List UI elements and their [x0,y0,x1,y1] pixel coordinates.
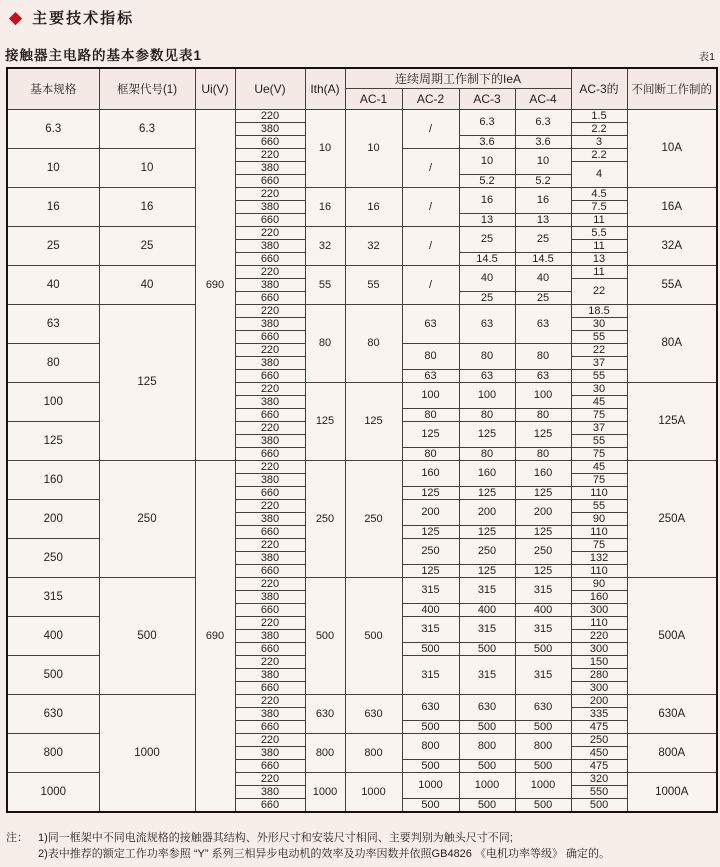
ui-header: Ui(V) [195,68,235,109]
ac3p-cell: 75 [571,473,627,486]
ac3-cell: 125 [459,564,515,577]
ue-cell: 220 [235,343,305,356]
ac3p-cell: 200 [571,694,627,707]
ac3p-cell: 110 [571,525,627,538]
spec-cell: 100 [7,382,99,421]
ac1-cell: 16 [345,187,402,226]
ac4-cell: 25 [515,291,571,304]
ac2-cell: 500 [402,720,459,733]
spec-cell: 6.3 [7,109,99,148]
ue-cell: 660 [235,135,305,148]
ue-cell: 660 [235,525,305,538]
ac3-cell: 25 [459,226,515,252]
ac2-header: AC-2 [402,88,459,109]
ac3-cell: 250 [459,538,515,564]
ac3p-cell: 75 [571,538,627,551]
ac2-cell: 80 [402,343,459,369]
ac3p-cell: 75 [571,447,627,460]
frame-cell: 250 [99,460,195,577]
ue-cell: 660 [235,564,305,577]
section-header [0,0,720,28]
ue-cell: 220 [235,109,305,122]
ue-cell: 220 [235,187,305,200]
ac3p-cell: 300 [571,642,627,655]
duty-cell: 125A [627,382,717,460]
ac4-cell: 14.5 [515,252,571,265]
ue-cell: 380 [235,512,305,525]
ac2-cell: / [402,226,459,265]
table-caption-row [5,44,716,64]
ac2-cell: 400 [402,603,459,616]
ue-cell: 220 [235,304,305,317]
spec-table-header [7,68,717,109]
ac3p-cell: 2.2 [571,148,627,161]
ac3p-cell: 13 [571,252,627,265]
ac4-cell: 3.6 [515,135,571,148]
ac3p-cell: 300 [571,603,627,616]
diamond-bullet-icon: ◆ [9,8,23,27]
ac4-cell: 250 [515,538,571,564]
ac3p-cell: 4.5 [571,187,627,200]
ac3-cell: 500 [459,720,515,733]
ue-cell: 220 [235,577,305,590]
spec-cell: 315 [7,577,99,616]
ac3p-cell: 550 [571,785,627,798]
ac3p-cell: 220 [571,629,627,642]
ac2-cell: 125 [402,564,459,577]
ac3p-cell: 18.5 [571,304,627,317]
ue-cell: 660 [235,642,305,655]
ac2-cell: / [402,109,459,148]
ac4-cell: 500 [515,642,571,655]
ac3p-cell: 4 [571,161,627,187]
table-number-label: 表1 [698,51,715,63]
spec-cell: 630 [7,694,99,733]
ue-cell: 660 [235,330,305,343]
ac2-cell: 500 [402,759,459,772]
ac3p-cell: 11 [571,239,627,252]
ac3-cell: 1000 [459,772,515,798]
spec-cell: 400 [7,616,99,655]
ac4-cell: 13 [515,213,571,226]
ac1-cell: 250 [345,460,402,577]
ue-cell: 660 [235,213,305,226]
ac3-cell: 100 [459,382,515,408]
ue-cell: 220 [235,460,305,473]
ac4-cell: 63 [515,369,571,382]
ith-cell: 16 [305,187,345,226]
ue-cell: 220 [235,421,305,434]
ue-cell: 220 [235,265,305,278]
ac4-cell: 800 [515,733,571,759]
spec-cell: 200 [7,499,99,538]
ue-cell: 380 [235,473,305,486]
ac4-cell: 315 [515,655,571,694]
ith-header: Ith(A) [305,68,345,109]
ac3p-cell: 475 [571,720,627,733]
ac3p-cell: 250 [571,733,627,746]
ui-cell: 690 [195,109,235,460]
spec-cell: 800 [7,733,99,772]
duty-cell: 10A [627,109,717,187]
ac4-cell: 500 [515,798,571,812]
ac3-cell: 500 [459,642,515,655]
ac3-cell: 10 [459,148,515,174]
ac2-cell: 630 [402,694,459,720]
ac3p-cell: 150 [571,655,627,668]
ac2-cell: 125 [402,486,459,499]
ac4-header: AC-4 [515,88,571,109]
ac1-header: AC-1 [345,88,402,109]
ue-cell: 220 [235,733,305,746]
ac1-cell: 10 [345,109,402,187]
ac2-cell: 100 [402,382,459,408]
frame-cell: 125 [99,304,195,460]
ac3-cell: 125 [459,525,515,538]
duty-cell: 80A [627,304,717,382]
ac3p-cell: 30 [571,317,627,330]
ui-cell: 690 [195,460,235,812]
ac1-cell: 630 [345,694,402,733]
ue-cell: 660 [235,681,305,694]
ac3p-cell: 30 [571,382,627,395]
frame-cell: 40 [99,265,195,304]
duty-cell: 630A [627,694,717,733]
frame-cell: 500 [99,577,195,694]
ac4-cell: 80 [515,447,571,460]
ac1-cell: 32 [345,226,402,265]
spec-cell: 1000 [7,772,99,812]
frame-cell: 25 [99,226,195,265]
spec-cell: 500 [7,655,99,694]
ith-cell: 250 [305,460,345,577]
ue-cell: 220 [235,772,305,785]
ac4-cell: 400 [515,603,571,616]
duty-cell: 1000A [627,772,717,812]
ue-cell: 660 [235,759,305,772]
ac4-cell: 80 [515,343,571,369]
ac4-cell: 125 [515,525,571,538]
ac3p-cell: 90 [571,512,627,525]
spec-cell: 125 [7,421,99,460]
ac2-cell: 1000 [402,772,459,798]
ue-cell: 660 [235,252,305,265]
table-subtitle: 接触器主电路的基本参数见表1 [5,48,203,63]
ue-cell: 660 [235,447,305,460]
ue-cell: 380 [235,122,305,135]
ac2-cell: / [402,187,459,226]
notes-label: 注： [6,831,28,844]
ue-cell: 380 [235,161,305,174]
ac2-cell: 315 [402,655,459,694]
ue-cell: 220 [235,499,305,512]
ac3-cell: 6.3 [459,109,515,135]
duty-cell: 32A [627,226,717,265]
ue-header: Ue(V) [235,68,305,109]
ac4-cell: 80 [515,408,571,421]
ac3p-cell: 300 [571,681,627,694]
ue-cell: 220 [235,538,305,551]
ac3-cell: 315 [459,577,515,603]
ith-cell: 32 [305,226,345,265]
frame-cell: 1000 [99,694,195,812]
ac4-cell: 125 [515,486,571,499]
ac3-cell: 125 [459,421,515,447]
ue-cell: 380 [235,551,305,564]
ac3p-cell: 11 [571,213,627,226]
ac1-cell: 500 [345,577,402,694]
ac1-cell: 55 [345,265,402,304]
ac3p-cell: 280 [571,668,627,681]
ac2-cell: 80 [402,408,459,421]
note-line: 1)同一框架中不同电流规格的接触器其结构、外形尺寸和安装尺寸相同、主要判别为触头尺寸不同; [38,831,513,844]
ac3p-cell: 7.5 [571,200,627,213]
duty-cell: 800A [627,733,717,772]
ac3p-cell: 55 [571,434,627,447]
ue-cell: 220 [235,148,305,161]
ac2-cell: 160 [402,460,459,486]
ac3-cell: 630 [459,694,515,720]
ith-cell: 10 [305,109,345,187]
ac3-cell: 40 [459,265,515,291]
spec-header: 基本规格 [7,68,99,109]
spec-table-body [7,109,717,812]
ac3p-cell: 55 [571,499,627,512]
ac3-cell: 3.6 [459,135,515,148]
ac2-cell: 125 [402,525,459,538]
duty-cell: 55A [627,265,717,304]
ue-cell: 380 [235,395,305,408]
spec-cell: 40 [7,265,99,304]
ue-cell: 380 [235,239,305,252]
ac3p-cell: 22 [571,278,627,304]
ac2-cell: / [402,265,459,304]
spec-cell: 63 [7,304,99,343]
ue-cell: 380 [235,668,305,681]
ac4-cell: 315 [515,616,571,642]
ac2-cell: 63 [402,304,459,343]
ac4-cell: 40 [515,265,571,291]
ue-cell: 660 [235,486,305,499]
ac3-cell: 315 [459,655,515,694]
ac3-cell: 16 [459,187,515,213]
ac3p-cell: 132 [571,551,627,564]
ue-cell: 220 [235,616,305,629]
ac3p-cell: 75 [571,408,627,421]
ue-cell: 380 [235,434,305,447]
frame-header: 框架代号(1) [99,68,195,109]
ac3p-cell: 500 [571,798,627,812]
ue-cell: 660 [235,720,305,733]
ac3-cell: 125 [459,486,515,499]
ac2-cell: 80 [402,447,459,460]
ac4-cell: 200 [515,499,571,525]
ac3-header: AC-3 [459,88,515,109]
ac3-cell: 5.2 [459,174,515,187]
ac3-cell: 800 [459,733,515,759]
duty-cell: 16A [627,187,717,226]
ac3p-cell: 160 [571,590,627,603]
ac3-cell: 80 [459,343,515,369]
iea-header: 连续周期工作制下的IeA [345,68,571,88]
ac3p-cell: 55 [571,330,627,343]
ac3p-cell: 5.5 [571,226,627,239]
ac2-cell: 315 [402,577,459,603]
ith-cell: 630 [305,694,345,733]
ac1-cell: 800 [345,733,402,772]
ue-cell: 380 [235,746,305,759]
ue-cell: 380 [235,278,305,291]
ith-cell: 125 [305,382,345,460]
spec-cell: 250 [7,538,99,577]
ac3p-cell: 1.5 [571,109,627,122]
ac2-cell: 500 [402,798,459,812]
spec-cell: 160 [7,460,99,499]
ac3-cell: 25 [459,291,515,304]
ue-cell: 380 [235,629,305,642]
ac4-cell: 315 [515,577,571,603]
ith-cell: 500 [305,577,345,694]
ac3-cell: 13 [459,213,515,226]
ue-cell: 660 [235,369,305,382]
ac4-cell: 63 [515,304,571,343]
ue-cell: 220 [235,226,305,239]
ac2-cell: 63 [402,369,459,382]
ac3-cell: 14.5 [459,252,515,265]
ue-cell: 660 [235,798,305,812]
ac3p-cell: 90 [571,577,627,590]
duty-cell: 250A [627,460,717,577]
ue-cell: 380 [235,707,305,720]
ac3p-cell: 110 [571,486,627,499]
ue-cell: 660 [235,174,305,187]
ue-cell: 220 [235,655,305,668]
footnotes [6,830,720,862]
ac3-cell: 315 [459,616,515,642]
ac2-cell: 200 [402,499,459,525]
ac4-cell: 10 [515,148,571,174]
frame-cell: 16 [99,187,195,226]
ac3p-cell: 335 [571,707,627,720]
ue-cell: 380 [235,200,305,213]
ue-cell: 660 [235,603,305,616]
ac2-cell: 315 [402,616,459,642]
ue-cell: 220 [235,382,305,395]
ac3p-cell: 37 [571,421,627,434]
ith-cell: 55 [305,265,345,304]
ac1-cell: 1000 [345,772,402,812]
frame-cell: 6.3 [99,109,195,148]
ac3-cell: 63 [459,369,515,382]
ac3-cell: 500 [459,759,515,772]
ac3p-cell: 110 [571,616,627,629]
ac4-cell: 16 [515,187,571,213]
ac3p-cell: 45 [571,395,627,408]
section-title: 主要技术指标 [32,10,135,27]
ac3p-cell: 11 [571,265,627,278]
ac4-cell: 100 [515,382,571,408]
spec-cell: 10 [7,148,99,187]
spec-cell: 25 [7,226,99,265]
ac3p-cell: 55 [571,369,627,382]
ac3-cell: 63 [459,304,515,343]
ac4-cell: 500 [515,720,571,733]
ac3-cell: 80 [459,408,515,421]
ith-cell: 80 [305,304,345,382]
ac4-cell: 1000 [515,772,571,798]
ac3-cell: 400 [459,603,515,616]
ac4-cell: 160 [515,460,571,486]
duty-header: 不间断工作制的 [627,68,717,109]
ac3p-cell: 110 [571,564,627,577]
ac3p-cell: 37 [571,356,627,369]
ac4-cell: 5.2 [515,174,571,187]
ac3-cell: 160 [459,460,515,486]
ac3p-cell: 3 [571,135,627,148]
ac3p-cell: 2.2 [571,122,627,135]
ue-cell: 380 [235,356,305,369]
ith-cell: 1000 [305,772,345,812]
ac4-cell: 125 [515,421,571,447]
ac3-cell: 80 [459,447,515,460]
ue-cell: 220 [235,694,305,707]
ith-cell: 800 [305,733,345,772]
ac3p-cell: 320 [571,772,627,785]
notes-list [38,830,610,862]
ue-cell: 660 [235,408,305,421]
ac4-cell: 25 [515,226,571,252]
ue-cell: 380 [235,785,305,798]
ac3p-cell: 450 [571,746,627,759]
ac2-cell: 800 [402,733,459,759]
ac4-cell: 125 [515,564,571,577]
ac2-cell: / [402,148,459,187]
ac3-cell: 500 [459,798,515,812]
spec-cell: 16 [7,187,99,226]
ue-cell: 380 [235,317,305,330]
spec-table [6,67,718,813]
ac2-cell: 125 [402,421,459,447]
ac1-cell: 125 [345,382,402,460]
ac4-cell: 6.3 [515,109,571,135]
ac3p-header: AC-3的 [571,68,627,109]
ue-cell: 380 [235,590,305,603]
ac3p-cell: 475 [571,759,627,772]
frame-cell: 10 [99,148,195,187]
ac3p-cell: 45 [571,460,627,473]
ac3p-cell: 22 [571,343,627,356]
ac2-cell: 500 [402,642,459,655]
ac4-cell: 630 [515,694,571,720]
ac3-cell: 200 [459,499,515,525]
spec-cell: 80 [7,343,99,382]
duty-cell: 500A [627,577,717,694]
ac1-cell: 80 [345,304,402,382]
ac2-cell: 250 [402,538,459,564]
ue-cell: 660 [235,291,305,304]
note-line: 2)表中推荐的额定工作功率参照 “Y” 系列三相异步电动机的效率及功率因数并依照GB4826 《电机功率等级》 确定的。 [38,847,611,860]
ac4-cell: 500 [515,759,571,772]
